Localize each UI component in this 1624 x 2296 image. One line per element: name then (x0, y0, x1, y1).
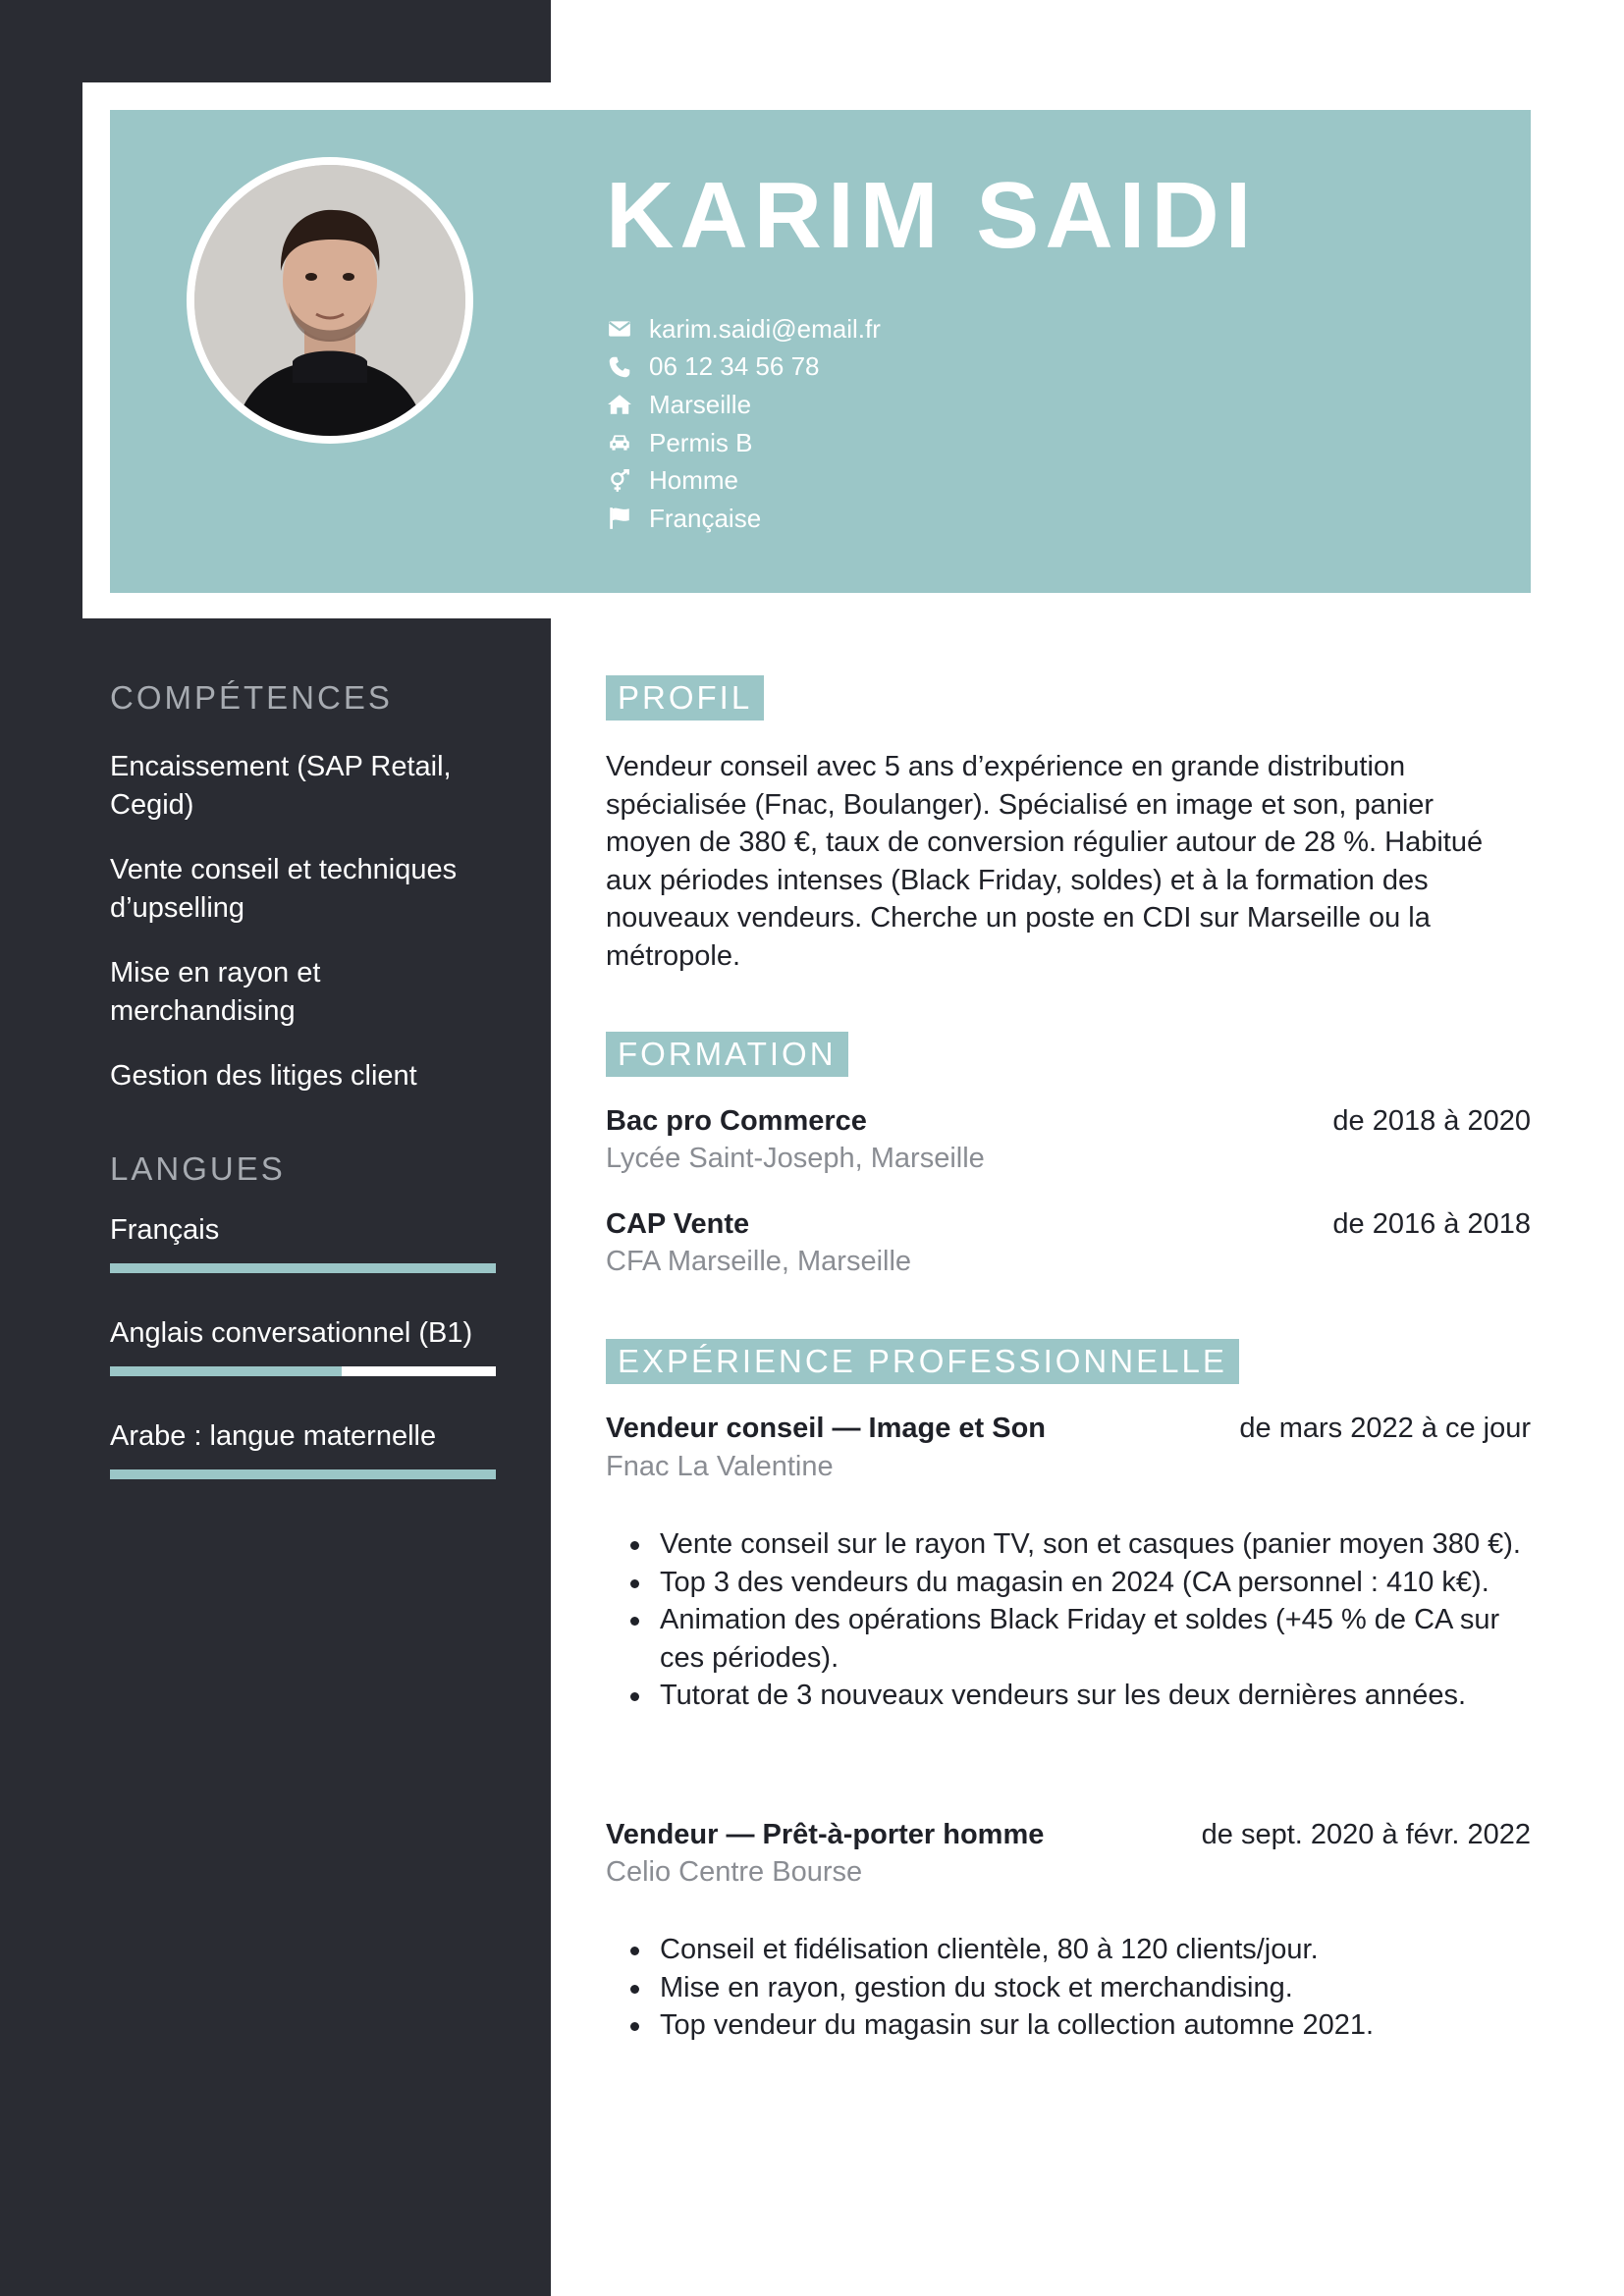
language-name: Arabe : langue maternelle (110, 1420, 437, 1452)
skill-item: Vente conseil et techniques d’upselling (110, 854, 458, 924)
skills-heading: COMPÉTENCES (110, 679, 393, 716)
home-icon (606, 391, 633, 418)
language-name: Français (110, 1214, 220, 1246)
job-achievements (660, 1525, 1524, 1715)
job-dates: de sept. 2020 à févr. 2022 (1201, 1819, 1531, 1850)
contact-gender-text: Homme (649, 465, 739, 496)
car-icon (606, 429, 633, 456)
envelope-icon (606, 315, 633, 343)
contact-gender (606, 461, 881, 500)
language-level-fill (110, 1263, 496, 1273)
contact-license-text: Permis B (649, 427, 753, 457)
job-dates: de mars 2022 à ce jour (1239, 1413, 1531, 1444)
flag-icon (606, 505, 633, 532)
contact-license (606, 424, 881, 462)
contact-city-text: Marseille (649, 389, 752, 419)
profile-summary: Vendeur conseil avec 5 ans d’expérience en grande distribution spécialisée (Fnac, Boulanger). Spécialisé en image et son, panier moyen de 380 €, taux de conversion régulier autour de 28 %. Habitué aux périodes intenses (Black Friday, soldes) et à la formation des nouveaux vendeurs. Cherche un poste en CDI sur Marseille ou la métropole. (606, 751, 1484, 972)
list-item: Animation des opérations Black Friday et soldes (+45 % de CA sur ces périodes). (660, 1601, 1524, 1677)
education-title: Bac pro Commerce (606, 1105, 867, 1137)
education-school: Lycée Saint-Joseph, Marseille (606, 1143, 985, 1174)
language-name: Anglais conversationnel (B1) (110, 1317, 473, 1349)
education-school: CFA Marseille, Marseille (606, 1246, 912, 1277)
contact-city (606, 386, 881, 424)
education-heading: FORMATION (606, 1032, 848, 1077)
portrait-illustration (194, 165, 465, 436)
contact-email (606, 310, 881, 348)
contact-phone-text: 06 12 34 56 78 (649, 351, 820, 382)
education-dates: de 2018 à 2020 (1332, 1105, 1531, 1137)
avatar (194, 165, 465, 436)
skills-list (110, 748, 503, 1123)
education-dates: de 2016 à 2018 (1332, 1208, 1531, 1240)
contact-phone (606, 348, 881, 387)
language-level-bar (110, 1263, 496, 1273)
list-item: Tutorat de 3 nouveaux vendeurs sur les deux dernières années. (660, 1677, 1524, 1715)
language-level-fill (110, 1469, 496, 1479)
list-item: Top 3 des vendeurs du magasin en 2024 (CA personnel : 410 k€). (660, 1564, 1524, 1602)
phone-icon (606, 353, 633, 381)
skill-item: Gestion des litiges client (110, 1060, 417, 1092)
contact-nationality-text: Française (649, 503, 762, 533)
contact-nationality (606, 500, 881, 538)
list-item: Conseil et fidélisation clientèle, 80 à 120 clients/jour. (660, 1931, 1524, 1969)
language-level-bar (110, 1469, 496, 1479)
languages-heading: LANGUES (110, 1150, 286, 1187)
job-company: Fnac La Valentine (606, 1451, 834, 1482)
language-level-fill (110, 1366, 342, 1376)
experience-heading: EXPÉRIENCE PROFESSIONNELLE (606, 1339, 1239, 1384)
job-achievements (660, 1931, 1524, 2045)
list-item: Vente conseil sur le rayon TV, son et casques (panier moyen 380 €). (660, 1525, 1524, 1564)
contact-list (606, 310, 881, 538)
job-company: Celio Centre Bourse (606, 1856, 863, 1888)
skill-item: Mise en rayon et merchandising (110, 957, 321, 1027)
language-level-bar (110, 1366, 496, 1376)
list-item: Top vendeur du magasin sur la collection automne 2021. (660, 2006, 1524, 2045)
gender-icon (606, 467, 633, 495)
contact-email-text: karim.saidi@email.fr (649, 313, 881, 344)
profile-photo (187, 157, 473, 444)
education-title: CAP Vente (606, 1208, 750, 1240)
skill-item: Encaissement (SAP Retail, Cegid) (110, 751, 452, 821)
job-title: Vendeur — Prêt-à-porter homme (606, 1819, 1045, 1850)
profile-heading: PROFIL (606, 675, 764, 721)
job-title: Vendeur conseil — Image et Son (606, 1413, 1047, 1444)
candidate-name: KARIM SAIDI (606, 163, 1258, 268)
list-item: Mise en rayon, gestion du stock et merchandising. (660, 1969, 1524, 2007)
